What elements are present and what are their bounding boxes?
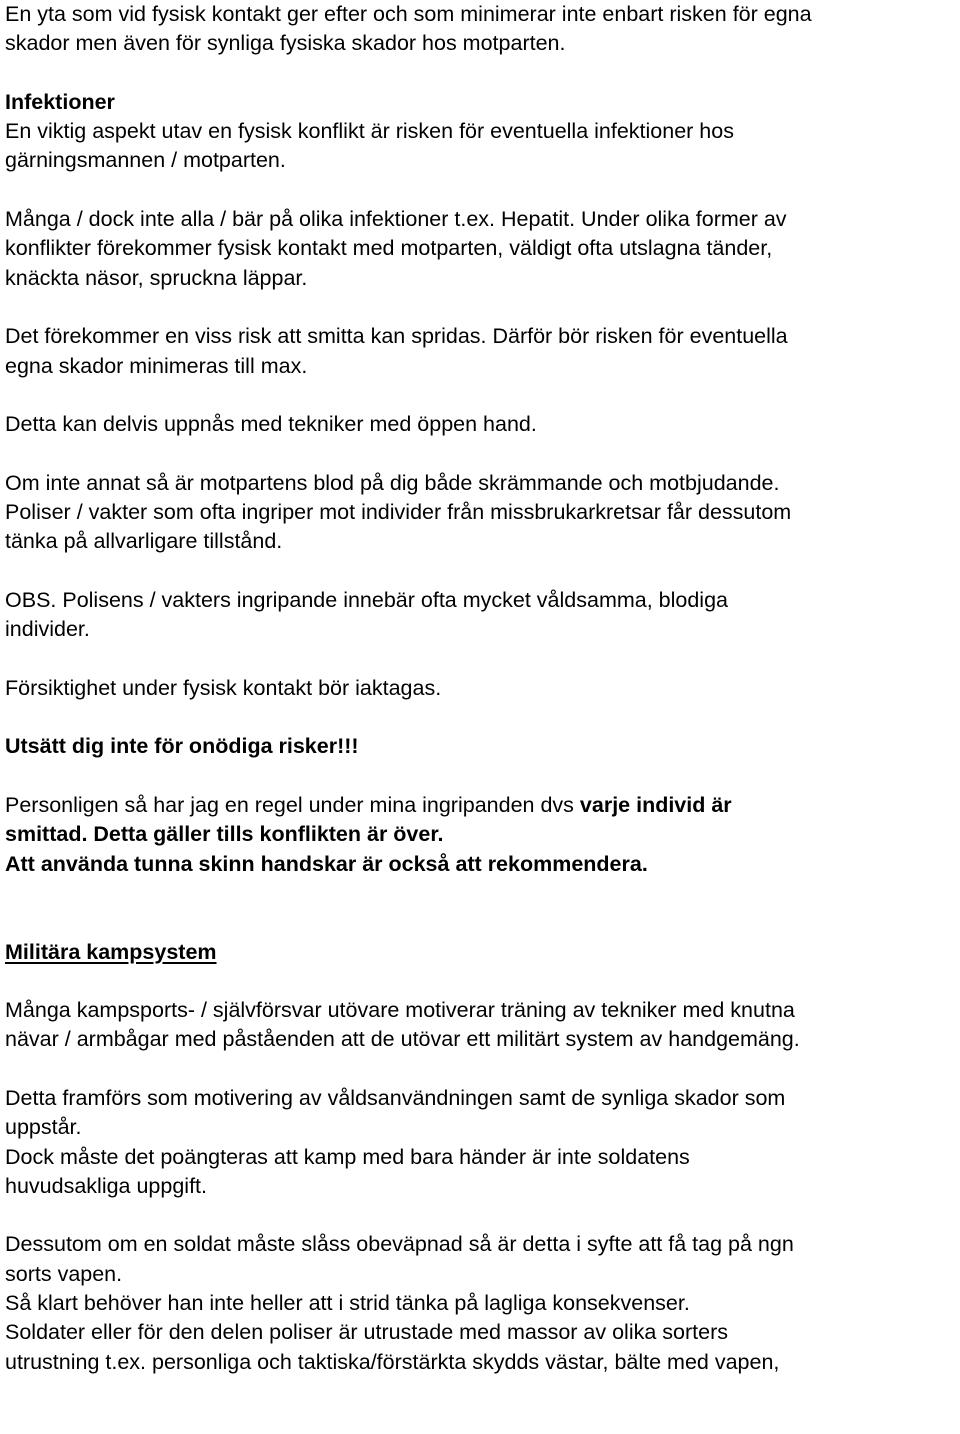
- text-line: Så klart behöver han inte heller att i strid tänka på lagliga konsekvenser.: [5, 1291, 690, 1316]
- text-line: Dock måste det poängteras att kamp med bara händer är inte soldatens: [5, 1144, 690, 1169]
- text-line: Det förekommer en viss risk att smitta kan spridas. Därför bör risken för eventuella: [5, 324, 788, 349]
- text-line: OBS. Polisens / vakters ingripande innebär ofta mycket våldsamma, blodiga: [5, 587, 729, 612]
- text-line: sorts vapen.: [5, 1261, 123, 1286]
- paragraph-personligen: [5, 791, 955, 879]
- paragraph-manga: [5, 205, 955, 293]
- text-line: Soldater eller för den delen poliser är utrustade med massor av olika sorters: [5, 1320, 728, 1345]
- text-line: Många kampsports- / självförsvar utövare motiverar träning av tekniker med knutna: [5, 998, 795, 1023]
- spacer: [5, 176, 955, 205]
- spacer: [5, 703, 955, 732]
- paragraph-utsatt: Utsätt dig inte för onödiga risker!!!: [5, 734, 359, 759]
- text-line: knäckta näsor, spruckna läppar.: [5, 265, 308, 290]
- spacer: [5, 1055, 955, 1084]
- paragraph-forsiktighet: Försiktighet under fysisk kontakt bör iaktagas.: [5, 675, 442, 700]
- spacer: [5, 645, 955, 674]
- text-line: [5, 791, 955, 820]
- text-line: En viktig aspekt utav en fysisk konflikt är risken för eventuella infektioner hos: [5, 119, 734, 144]
- text-normal: Personligen så har jag en regel under mina ingripanden dvs: [5, 793, 580, 818]
- spacer: [5, 762, 955, 791]
- text-line: Om inte annat så är motpartens blod på dig både skrämmande och motbjudande.: [5, 470, 780, 495]
- spacer: [5, 439, 955, 468]
- spacer: [5, 1201, 955, 1230]
- paragraph-dessutom: [5, 1230, 955, 1376]
- text-bold: varje individ är: [579, 793, 732, 818]
- spacer: [5, 293, 955, 322]
- paragraph-risk: [5, 322, 955, 381]
- text-line: En yta som vid fysisk kontakt ger efter och som minimerar inte enbart risken för egna: [5, 2, 812, 26]
- text-line: uppstår.: [5, 1115, 82, 1140]
- spacer: [5, 381, 955, 410]
- spacer: [5, 879, 955, 938]
- document-page: [5, 0, 955, 1377]
- text-line: konflikter förekommer fysisk kontakt med motparten, väldigt ofta utslagna tänder,: [5, 236, 773, 261]
- text-line: Poliser / vakter som ofta ingriper mot individer från missbrukarkretsar får dessutom: [5, 500, 792, 525]
- text-line: huvudsakliga uppgift.: [5, 1173, 208, 1198]
- text-line: Detta framförs som motivering av våldsanvändningen samt de synliga skador som: [5, 1085, 786, 1110]
- spacer: [5, 967, 955, 996]
- text-line: Dessutom om en soldat måste slåss obeväpnad så är detta i syfte att få tag på ngn: [5, 1232, 794, 1257]
- paragraph-obs: [5, 586, 955, 645]
- paragraph-detta: Detta kan delvis uppnås med tekniker med öppen hand.: [5, 412, 537, 437]
- text-line: individer.: [5, 617, 90, 642]
- text-line: Att använda tunna skinn handskar är också att rekommendera.: [5, 851, 648, 876]
- paragraph-kampsport: [5, 996, 955, 1055]
- heading-militara-kampsystem: Militära kampsystem: [5, 939, 217, 964]
- text-line: smittad. Detta gäller tills konflikten är över.: [5, 822, 444, 847]
- heading-infektioner: Infektioner: [5, 89, 115, 114]
- text-line: Många / dock inte alla / bär på olika infektioner t.ex. Hepatit. Under olika former av: [5, 207, 787, 232]
- text-line: utrustning t.ex. personliga och taktiska/förstärkta skydds västar, bälte med vapen,: [5, 1349, 780, 1374]
- text-line: egna skador minimeras till max.: [5, 353, 308, 378]
- paragraph-intro: [5, 0, 955, 59]
- text-line: skador men även för synliga fysiska skador hos motparten.: [5, 31, 566, 56]
- spacer: [5, 59, 955, 88]
- paragraph-framfors: [5, 1084, 955, 1201]
- paragraph-aspekt: [5, 117, 955, 176]
- text-line: gärningsmannen / motparten.: [5, 148, 286, 173]
- spacer: [5, 557, 955, 586]
- text-line: tänka på allvarligare tillstånd.: [5, 529, 283, 554]
- paragraph-blod: [5, 469, 955, 557]
- text-line: nävar / armbågar med påståenden att de utövar ett militärt system av handgemäng.: [5, 1027, 800, 1052]
